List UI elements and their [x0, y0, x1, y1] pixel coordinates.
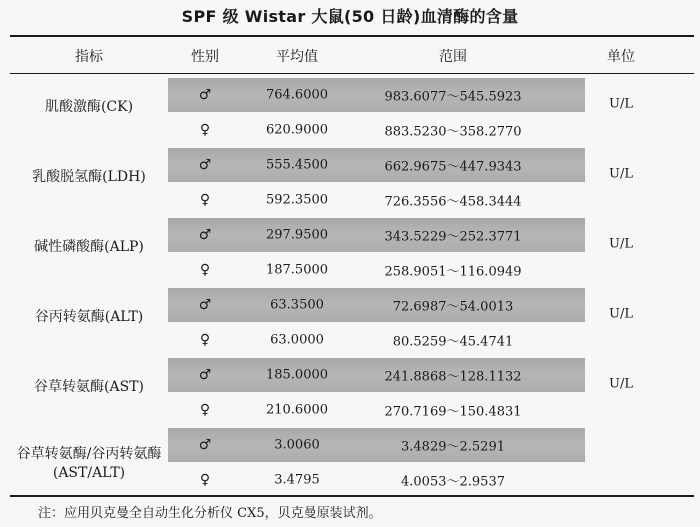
bottom-rule: [10, 495, 694, 497]
male-mean-value: 555.4500: [265, 157, 329, 173]
male-row-shading: [168, 148, 585, 182]
unit-label: U/L: [609, 96, 633, 112]
table-note: 注：应用贝克曼全自动生化分析仪 CX5，贝克曼原装试剂。: [38, 506, 382, 521]
male-mean-value: 63.3500: [270, 297, 324, 313]
female-range-value: 883.5230～358.2770: [384, 124, 522, 140]
top-rule: [10, 35, 694, 37]
male-range-value: 241.8868～128.1132: [384, 369, 522, 385]
male-sex-symbol: ♂: [198, 437, 212, 453]
male-range-value: 3.4829～2.5291: [401, 439, 505, 455]
female-sex-symbol: ♀: [199, 472, 211, 488]
female-mean-value: 210.6000: [265, 402, 329, 418]
unit-label: U/L: [609, 236, 633, 252]
unit-label: U/L: [609, 166, 633, 182]
header-indicator: 指标: [75, 49, 103, 65]
male-sex-symbol: ♂: [198, 367, 212, 383]
female-sex-symbol: ♀: [199, 192, 211, 208]
male-mean-value: 764.6000: [265, 87, 329, 103]
male-mean-value: 3.0060: [274, 437, 320, 453]
header-rule: [10, 73, 694, 74]
indicator-name: 肌酸激酶(CK): [44, 99, 134, 115]
male-row-shading: [168, 78, 585, 112]
header-mean: 平均值: [276, 49, 318, 65]
male-row-shading: [168, 288, 585, 322]
indicator-name: 乳酸脱氢酶(LDH): [32, 169, 146, 185]
male-sex-symbol: ♂: [198, 297, 212, 313]
male-row-shading: [168, 218, 585, 252]
unit-label: U/L: [609, 306, 633, 322]
female-range-value: 4.0053～2.9537: [401, 474, 505, 490]
table-title: SPF 级 Wistar 大鼠(50 日龄)血清酶的含量: [181, 7, 519, 26]
female-mean-value: 3.4795: [274, 472, 320, 488]
female-range-value: 270.7169～150.4831: [384, 404, 522, 420]
female-mean-value: 187.5000: [265, 262, 329, 278]
female-mean-value: 592.3500: [265, 192, 329, 208]
male-row-shading: [168, 428, 585, 462]
header-range: 范围: [439, 49, 467, 65]
female-sex-symbol: ♀: [199, 122, 211, 138]
indicator-name-line2: (AST/ALT): [52, 465, 126, 481]
male-range-value: 72.6987～54.0013: [392, 299, 514, 315]
male-sex-symbol: ♂: [198, 157, 212, 173]
female-sex-symbol: ♀: [199, 402, 211, 418]
male-range-value: 662.9675～447.9343: [384, 159, 522, 175]
female-mean-value: 63.0000: [270, 332, 324, 348]
header-unit: 单位: [607, 49, 635, 65]
female-range-value: 726.3556～458.3444: [384, 194, 522, 210]
male-range-value: 343.5229～252.3771: [384, 229, 522, 245]
female-mean-value: 620.9000: [265, 122, 329, 138]
female-range-value: 80.5259～45.4741: [392, 334, 514, 350]
unit-label: U/L: [609, 376, 633, 392]
indicator-name: 谷草转氨酶/谷丙转氨酶: [16, 446, 162, 462]
male-mean-value: 185.0000: [265, 367, 329, 383]
male-range-value: 983.6077～545.5923: [384, 89, 522, 105]
male-sex-symbol: ♂: [198, 87, 212, 103]
header-sex: 性别: [191, 49, 219, 65]
female-range-value: 258.9051～116.0949: [384, 264, 522, 280]
indicator-name: 碱性磷酸酶(ALP): [34, 239, 144, 255]
male-sex-symbol: ♂: [198, 227, 212, 243]
female-sex-symbol: ♀: [199, 262, 211, 278]
indicator-name: 谷丙转氨酶(ALT): [34, 309, 144, 325]
female-sex-symbol: ♀: [199, 332, 211, 348]
male-mean-value: 297.9500: [265, 227, 329, 243]
male-row-shading: [168, 358, 585, 392]
indicator-name: 谷草转氨酶(AST): [34, 379, 144, 395]
